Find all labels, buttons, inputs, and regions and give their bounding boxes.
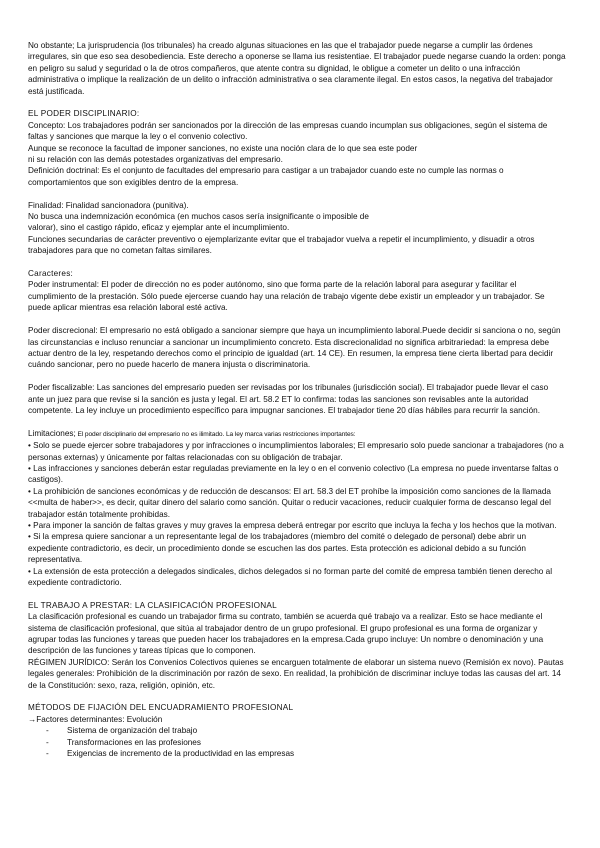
- section-caracteres: [28, 268, 566, 314]
- relacion-line: ni su relación con las demás potestades organizativas del empresario.: [28, 155, 283, 165]
- factores-subheading: →Factores determinantes: Evolución: [28, 714, 163, 724]
- factores-list: [28, 725, 566, 759]
- limitacion-item: • Si la empresa quiere sancionar a un representante legal de los trabajadores (miembro del comité o delegado de personal) debe abrir un expediente contradictorio, es decir, un procedimiento donde se escuchen las dos partes. Esta protección es adicional debido a su función representativa.: [28, 532, 527, 565]
- limitacion-item: • La prohibición de sanciones económicas y de reducción de descansos: El art. 58.3 del ET prohíbe la imposición como sanciones de la llamada <<multa de haber>>, es decir, quitar dinero del salario como sanción. Quitar o reducir vacaciones, reducir cualquier forma de descanso legal del trabajador están totalmente prohibidas.: [28, 486, 551, 519]
- concepto-paragraph: Concepto: Los trabajadores podrán ser sancionados por la dirección de las empresas cuando incumplan sus obligaciones, según el sistema de faltas y sanciones que marque la ley o el convenio colectivo.: [28, 120, 548, 142]
- list-item: - Sistema de organización del trabajo: [46, 725, 566, 736]
- limitacion-item: • Solo se puede ejercer sobre trabajadores y por infracciones o incumplimientos laborales; El empresario solo puede sancionar a trabajadores (no a personas externas) y únicamente por faltas relacionadas con su obligación de trabajar.: [28, 441, 564, 462]
- limitaciones-small-text: El poder disciplinario del empresario no es ilimitado. La ley marca varias restricciones importantes:: [75, 430, 356, 438]
- poder-discrecional-paragraph: Poder discrecional: El empresario no está obligado a sancionar siempre que haya un incumplimiento laboral.Puede decidir si sanciona o no, según las circunstancias e incluso renunciar a sancionar un incumplimiento concreto. Esta discrecionalidad no significa arbitrariedad: la empresa debe actuar dentro de la ley, respetando derechos como el principio de igualdad (art. 14 CE). En resumen, la empresa tiene cierta libertad para decidir cuándo sancionar, pero no puede hacerlo de manera injusta o discriminatoria.: [28, 326, 561, 370]
- section-finalidad: [28, 200, 566, 257]
- section-limitaciones: [28, 428, 566, 589]
- definicion-paragraph: Definición doctrinal: Es el conjunto de facultades del empresario para castigar a un trabajador cuando este no cumple las normas o comportamientos que son exigibles dentro de la empresa.: [28, 166, 504, 187]
- list-item: - Transformaciones en las profesiones: [46, 737, 566, 748]
- facultad-line: Aunque se reconoce la facultad de imponer sanciones, no existe una noción clara de lo que sea este poder: [28, 143, 418, 153]
- heading-poder-disciplinario: EL PODER DISCIPLINARIO:: [28, 109, 140, 119]
- limitaciones-intro: [28, 428, 566, 440]
- clasificacion-paragraph: La clasificación profesional es cuando un trabajador firma su contrato, también se acuerda qué trabajo va a realizar. Esto se hace mediante el sistema de clasificación profesional, que sitúa al trabajador dentro de un grupo profesional. El grupo profesional es una forma de organizar y agrupar todas las funciones y tareas que pueden hacer los trabajadores en la empresa.Cada grupo incluye: Un nombre o denominación y una descripción de las funciones y tareas típicas que lo componen.: [28, 612, 544, 656]
- heading-trabajo-prestar: EL TRABAJO A PRESTAR: LA CLASIFICACIÓN PROFESIONAL: [28, 600, 277, 610]
- section-metodos: [28, 702, 566, 759]
- funciones-paragraph: Funciones secundarias de carácter preventivo o ejemplarizante evitar que el trabajador vuelva a repetir el incumplimiento, y disuadir a otros trabajadores para que no cometan faltas similares.: [28, 234, 535, 256]
- limitacion-item: • La extensión de esta protección a delegados sindicales, dichos delegados si no forman parte del comité de empresa también tienen derecho al expediente contradictorio.: [28, 566, 553, 587]
- heading-metodos: MÉTODOS DE FIJACIÓN DEL ENCUADRAMIENTO PROFESIONAL: [28, 703, 294, 713]
- finalidad-line: Finalidad: Finalidad sancionadora (punitiva).: [28, 200, 189, 210]
- indemnizacion-line: No busca una indemnización económica (en muchos casos sería insignificante o imposible de: [28, 212, 369, 222]
- limitacion-item: • Las infracciones y sanciones deberán estar reguladas previamente en la ley o en el convenio colectivo (La empresa no puede inventarse faltas o castigos).: [28, 463, 559, 485]
- intro-paragraph: No obstante; La jurisprudencia (los tribunales) ha creado algunas situaciones en las que el trabajador puede negarse a cumplir las órdenes irregulares, sin que eso sea desobediencia. Este derecho a oponerse se llama ius resistentiae. El trabajador puede negarse cuando la orden: ponga en peligro su salud y seguridad o la de otros compañeros, que atente contra su dignidad, le obligue a cometer un delito o una infracción administrativa o implique la realización de un delito o infracción administrativa o sea claramente ilegal. En estos casos, la negativa del trabajador está justificada.: [28, 41, 566, 96]
- limitacion-item: • Para imponer la sanción de faltas graves y muy graves la empresa deberá entregar por escrito que incluya la fecha y los hechos que la motivan.: [28, 520, 557, 530]
- castigo-line: valorar), sino el castigo rápido, eficaz y ejemplar ante el incumplimiento.: [28, 223, 290, 233]
- section-poder-disciplinario: [28, 108, 566, 188]
- list-item: - Exigencias de incremento de la productividad en las empresas: [46, 748, 566, 759]
- section-trabajo-prestar: [28, 600, 566, 691]
- limitaciones-label: Limitaciones;: [28, 428, 76, 438]
- poder-fiscalizable-paragraph: Poder fiscalizable: Las sanciones del empresario pueden ser revisadas por los tribunales (jurisdicción social). El trabajador puede llevar el caso ante un juez para que revise si la sanción es justa y legal. El art. 58.2 ET lo confirma: todas las sanciones son revisables ante la autoridad competente. La ley incluye un procedimiento específico para impugnar sanciones. El trabajador tiene 20 días hábiles para recurrir la sanción.: [28, 383, 549, 415]
- regimen-juridico-paragraph: RÉGIMEN JURÍDICO: Serán los Convenios Colectivos quienes se encarguen totalmente de elaborar un sistema nuevo (Remisión ex novo). Pautas legales generales: Prohibición de la discriminación por razón de sexo. En realidad, la prohibición de discriminar incluye todas las causas del art. 14 de la Constitución: sexo, raza, religión, opinión, etc.: [28, 657, 564, 690]
- heading-caracteres: Caracteres:: [28, 269, 74, 279]
- poder-instrumental-paragraph: Poder instrumental: El poder de dirección no es poder autónomo, sino que forma parte de la relación laboral para asegurar y facilitar el cumplimiento de la prestación. Sólo puede ejercerse cuando hay una relación de trabajo vigente debe existir un empleador y un trabajador. Se puede aplicar mientras esa relación laboral esté activa.: [28, 280, 545, 313]
